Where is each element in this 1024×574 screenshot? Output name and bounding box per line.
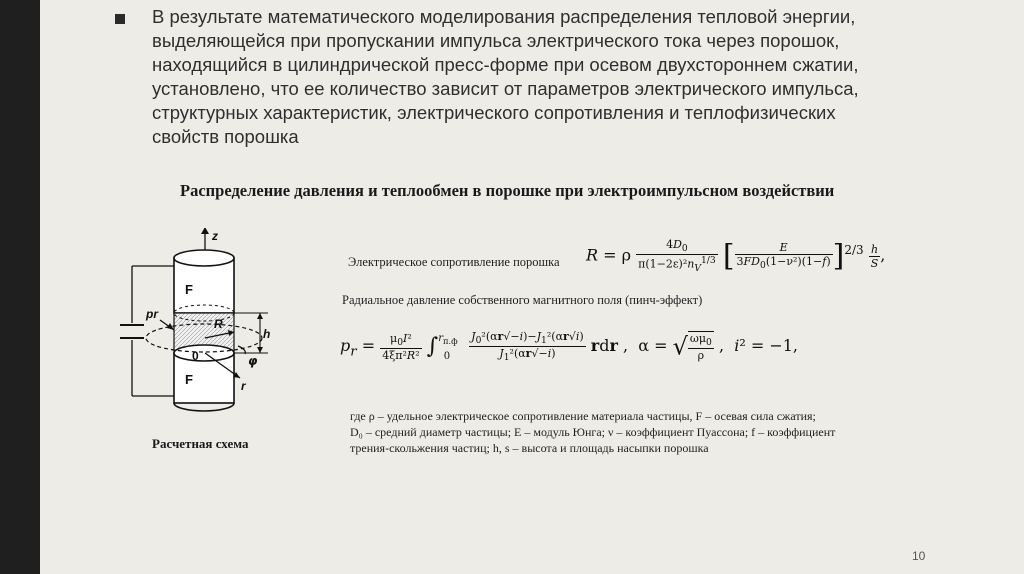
- intro-paragraph: [152, 5, 952, 149]
- z-axis-label: z: [212, 229, 218, 243]
- origin-label: 0: [192, 349, 199, 363]
- pr-label: pr: [146, 307, 158, 321]
- para-line-4: установлено, что ее количество зависит от параметров электрического импульса,: [152, 78, 859, 99]
- pressure-label: Радиальное давление собственного магнитного поля (пинч-эффект): [342, 293, 703, 307]
- where-line-3: трения-скольжения частиц; h, s – высота и площадь насыпки порошка: [350, 441, 709, 455]
- section-heading: Распределение давления и теплообмен в порошке при электроимпульсном воздействии: [180, 181, 835, 200]
- where-line-2: D₀ – средний диаметр частицы; E – модуль Юнга; ν – коэффициент Пуассона; f – коэффициент: [350, 425, 836, 439]
- r-axis-label: r: [241, 379, 246, 393]
- diagram-caption: Расчетная схема: [152, 436, 249, 451]
- para-line-2: выделяющейся при пропускании импульса электрического тока через порошок,: [152, 30, 840, 51]
- variables-description: [350, 408, 890, 456]
- phi-label: φ: [248, 354, 258, 368]
- para-line-6: свойств порошка: [152, 126, 299, 147]
- radius-label: R: [214, 317, 223, 331]
- height-label: h: [263, 327, 271, 341]
- force-bottom-label: F: [185, 372, 193, 387]
- page-number: 10: [912, 549, 926, 563]
- calculation-scheme-diagram: [110, 228, 300, 418]
- pressure-formula: $p_r$ = $\frac{\mu_0I^2}{\text{4ξπ²R²}}$ ∫$^{r_{п.ф}}_0$ $\frac{J_0^2(\alpha r√-i)-J_1^2(\alpha r√i)}{J_1^2(\alpha r√-i)}$ rdr , α = √ $\frac{\omega\mu_0}{\rho}$ , i² = −1,: [340, 330, 798, 364]
- resistance-label: Электрическое сопротивление порошка: [348, 255, 560, 269]
- force-top-label: F: [185, 282, 193, 297]
- bullet-square-icon: [115, 14, 125, 24]
- para-line-1: В результате математического моделирования распределения тепловой энергии,: [152, 6, 856, 27]
- para-line-3: находящийся в цилиндрической пресс-форме при осевом двухстороннем сжатии,: [152, 54, 859, 75]
- left-dark-bar: [0, 0, 40, 574]
- para-line-5: структурных характеристик, электрического сопротивления и теплофизических: [152, 102, 836, 123]
- resistance-formula: R = ρ $\frac{4D_0}{\pi(1-2\varepsilon)^2n_V^{1/3}}$ [ $\frac{E}{3FD_0(1-\nu^2)(1-f)}$ ]$^{2/3}$ $\frac{h}{S}$ ,: [586, 238, 886, 275]
- where-line-1: где ρ – удельное электрическое сопротивление материала частицы, F – осевая сила сжатия;: [350, 409, 816, 423]
